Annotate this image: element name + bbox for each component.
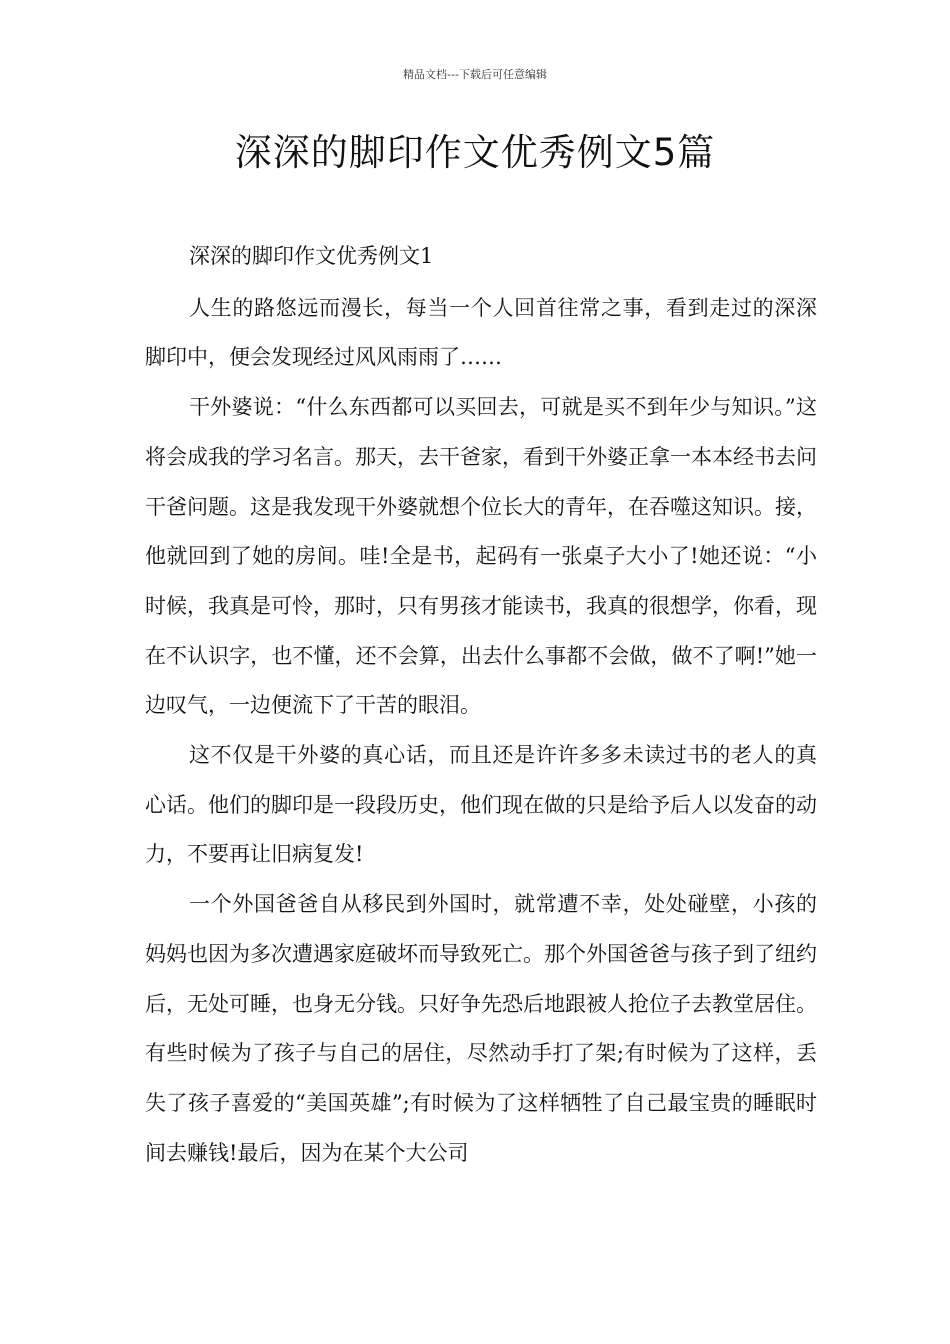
paragraph: 一个外国爸爸自从移民到外国时，就常遭不幸，处处碰壁，小孩的妈妈也因为多次遭遇家庭破坏而导致死亡。那个外国爸爸与孩子到了纽约后，无处可睡，也身无分钱。只好争先恐后地跟被人抢位子去教堂居住。有些时候为了孩子与自己的居住，尽然动手打了架;有时候为了这样，丢失了孩子喜爱的“美国英雄”;有时候为了这样牺牲了自己最宝贵的睡眠时间去赚钱!最后，因为在某个大公司 (145, 892, 817, 1165)
paragraph: 这不仅是干外婆的真心话，而且还是许许多多未读过书的老人的真心话。他们的脚印是一段段历史，他们现在做的只是给予后人以发奋的动力，不要再让旧病复发! (145, 743, 817, 867)
section-subheading: 深深的脚印作文优秀例文1 (189, 244, 434, 268)
paragraph: 干外婆说：“什么东西都可以买回去，可就是买不到年少与知识。”这将会成我的学习名言。那天，去干爸家，看到干外婆正拿一本本经书去问干爸问题。这是我发现干外婆就想个位长大的青年，在吞噬这知识。接，他就回到了她的房间。哇!全是书，起码有一张桌子大小了!她还说：“小时候，我真是可怜，那时，只有男孩才能读书，我真的很想学，你看，现在不认识字，也不懂，还不会算，出去什么事都不会做，做不了啊!”她一边叹气，一边便流下了干苦的眼泪。 (145, 395, 817, 718)
document-body (145, 232, 817, 1178)
header-note: 精品文档---下载后可任意编辑 (403, 68, 547, 81)
paragraph: 人生的路悠远而漫长，每当一个人回首往常之事，看到走过的深深脚印中，便会发现经过风风雨雨了…… (145, 295, 817, 370)
document-title: 深深的脚印作文优秀例文5篇 (234, 131, 716, 174)
